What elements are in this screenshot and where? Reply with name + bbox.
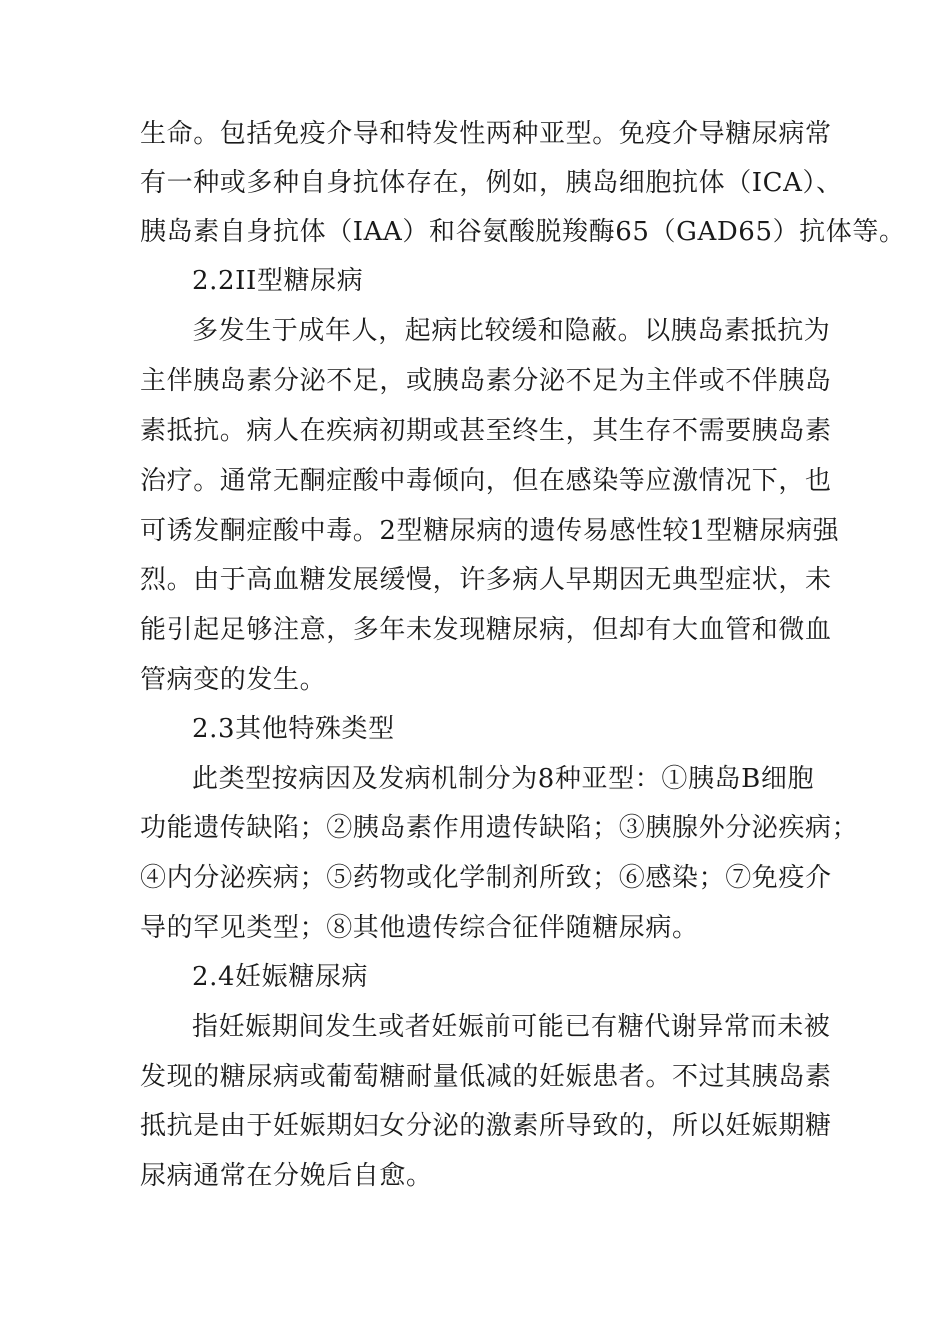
- body-text-line: 管病变的发生。: [140, 665, 327, 695]
- body-text-line: 主伴胰岛素分泌不足，或胰岛素分泌不足为主伴或不伴胰岛: [140, 366, 832, 396]
- body-text-line: 治疗。通常无酮症酸中毒倾向，但在感染等应激情况下，也: [140, 466, 832, 496]
- section-heading-2-2: 2.2II型糖尿病: [192, 266, 364, 296]
- body-text-line: 胰岛素自身抗体（IAA）和谷氨酸脱羧酶65（GAD65）抗体等。: [140, 217, 906, 247]
- body-text-line: 此类型按病因及发病机制分为8种亚型：①胰岛B细胞: [192, 764, 815, 794]
- body-text-line: 有一种或多种自身抗体存在，例如，胰岛细胞抗体（ICA）、: [140, 168, 843, 198]
- body-text-line: 指妊娠期间发生或者妊娠前可能已有糖代谢异常而未被: [192, 1012, 831, 1042]
- body-text-line: 生命。包括免疫介导和特发性两种亚型。免疫介导糖尿病常: [140, 119, 832, 149]
- body-text-line: 发现的糖尿病或葡萄糖耐量低减的妊娠患者。不过其胰岛素: [140, 1062, 832, 1092]
- section-heading-2-4: 2.4妊娠糖尿病: [192, 962, 369, 992]
- body-text-line: 能引起足够注意，多年未发现糖尿病，但却有大血管和微血: [140, 615, 832, 645]
- body-text-line: 多发生于成年人，起病比较缓和隐蔽。以胰岛素抵抗为: [192, 316, 831, 346]
- body-text-line: 功能遗传缺陷；②胰岛素作用遗传缺陷；③胰腺外分泌疾病；: [140, 813, 859, 843]
- body-text-line: 导的罕见类型；⑧其他遗传综合征伴随糖尿病。: [140, 913, 699, 943]
- body-text-line: 素抵抗。病人在疾病初期或甚至终生，其生存不需要胰岛素: [140, 416, 832, 446]
- body-text-line: 可诱发酮症酸中毒。2型糖尿病的遗传易感性较1型糖尿病强: [140, 516, 840, 546]
- body-text-line: 尿病通常在分娩后自愈。: [140, 1161, 433, 1191]
- section-heading-2-3: 2.3其他特殊类型: [192, 714, 395, 744]
- body-text-line: 烈。由于高血糖发展缓慢，许多病人早期因无典型症状，未: [140, 565, 832, 595]
- body-text-line: 抵抗是由于妊娠期妇女分泌的激素所导致的，所以妊娠期糖: [140, 1111, 832, 1141]
- body-text-line: ④内分泌疾病；⑤药物或化学制剂所致；⑥感染；⑦免疫介: [140, 863, 832, 893]
